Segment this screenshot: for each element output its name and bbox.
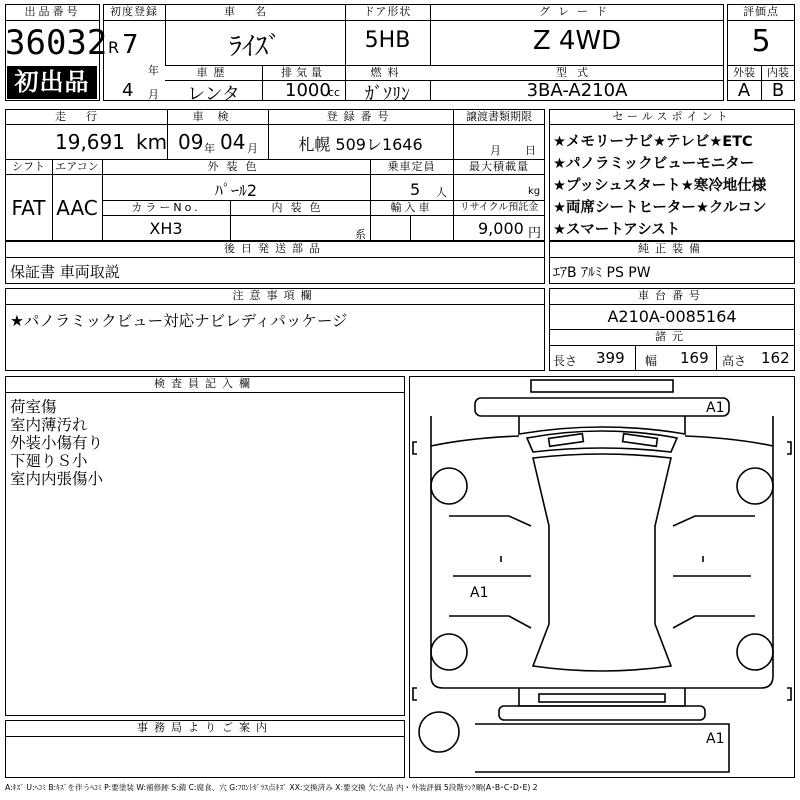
capacity-label: 乗車定員 (387, 160, 436, 173)
roof-bar-top (531, 380, 673, 392)
import-label: 輸入車 (390, 201, 433, 214)
specs-label: 諸元 (655, 330, 689, 343)
rear-bumper (499, 706, 705, 720)
load-unit: kg (528, 186, 541, 197)
sales-point-1: ★メモリーナビ★テレビ★ETC (553, 134, 753, 150)
wheel-front-right (737, 468, 773, 504)
era: R (108, 38, 120, 57)
chassis-number: A210A-0085164 (607, 307, 737, 326)
color-label: 外装色 (207, 160, 265, 173)
tailgate (519, 688, 685, 706)
reg-number-label: 登録番号 (326, 110, 395, 123)
shift-label: シフト (12, 160, 45, 173)
history-label: 車歴 (196, 66, 231, 79)
color-number: XH3 (149, 219, 183, 238)
left-door-line (449, 516, 531, 526)
ac-label: エアコン (55, 160, 99, 173)
sales-point-5: ★スマートアシスト (553, 222, 681, 238)
first-reg-label: 初度登録 (110, 5, 158, 18)
month-unit: 月 (148, 88, 159, 101)
wheel-rear-right (737, 634, 773, 670)
door-label: ドア形状 (363, 5, 412, 18)
interior-grade: B (771, 80, 785, 101)
inspector-line-1: 荷室傷 (10, 398, 57, 416)
standard-equipment: ｴｱB ｱﾙﾐ PS PW (553, 265, 651, 281)
inspector-line-2: 室内薄汚れ (10, 416, 88, 434)
first-reg-year: 7 (122, 30, 139, 60)
notes: ★パノラミックビュー対応ナビレディパッケージ (10, 312, 348, 330)
right-door-line (673, 516, 755, 526)
car-name-label: 車名 (224, 5, 286, 18)
inspection-month: 04 (220, 130, 246, 154)
right-rear-panel (673, 616, 755, 628)
sales-point-2: ★パノラミックビューモニター (553, 156, 755, 172)
displacement-label: 排気量 (281, 66, 326, 79)
damage-mark-rear: A1 (706, 731, 725, 747)
wheel-rear-left (431, 634, 467, 670)
width-label: 幅 (645, 354, 658, 368)
notes-label: 注意事項欄 (232, 289, 318, 302)
sales-points-label: セールスポイント (612, 110, 732, 123)
inspection-year-unit: 年 (204, 142, 215, 155)
score-label: 評価点 (743, 5, 779, 18)
inspector-line-4: 下廻りＳ小 (10, 452, 88, 470)
body-outline (431, 416, 773, 688)
detail-box (5, 109, 545, 241)
first-listing-badge: 初出品 (7, 66, 97, 99)
inspector-line-5: 室内内張傷小 (10, 470, 104, 488)
recycle-fee: 9,000 (478, 219, 524, 238)
mileage-label: 走行 (55, 110, 117, 123)
underbody (475, 724, 729, 772)
wheel-front-left (431, 468, 467, 504)
inspector-label: 検査員記入欄 (154, 377, 256, 390)
wiper-left (549, 434, 584, 447)
standard-equipment-label: 純正装備 (638, 242, 706, 255)
exterior-grade: A (737, 80, 751, 101)
reg-number: 札幌 509レ1646 (298, 135, 423, 154)
lot-number: 36032 (5, 23, 108, 63)
bracket-right-top (787, 442, 791, 454)
mileage: 19,691 (55, 130, 125, 154)
door-type: 5HB (364, 28, 411, 53)
exterior-color: ﾊﾟｰﾙ2 (214, 181, 258, 200)
inspector-line-3: 外装小傷有り (10, 434, 104, 452)
height-label: 高さ (722, 354, 747, 368)
transfer-day-unit: 日 (525, 144, 536, 157)
grade-label: グレード (539, 5, 615, 18)
year-unit: 年 (148, 64, 159, 77)
ac: AAC (56, 196, 98, 220)
interior-color-unit: 系 (355, 228, 366, 241)
bracket-left-top (413, 442, 417, 454)
fuel: ｶﾞｿﾘﾝ (365, 84, 410, 105)
inspection-label: 車検 (192, 110, 243, 123)
office-label: 事務局よりご案内 (137, 721, 273, 734)
inspection-year: 09 (178, 130, 204, 154)
chassis-label: 車台番号 (638, 289, 706, 302)
later-parts: 保証書 車両取説 (10, 263, 120, 281)
recycle-unit: 円 (528, 226, 542, 241)
car-diagram (409, 376, 795, 778)
spare-wheel (419, 712, 459, 752)
exterior-label: 外装 (733, 66, 755, 79)
bracket-left-bottom (413, 688, 417, 700)
later-parts-label: 後日発送部品 (224, 242, 326, 255)
history: レンタ (187, 84, 240, 105)
score: 5 (751, 24, 771, 59)
color-number-label: カラーNo. (131, 201, 201, 214)
model-label: 型式 (556, 66, 598, 79)
front-bumper (475, 398, 729, 416)
load-label: 最大積載量 (469, 160, 529, 173)
interior-color-label: 内装色 (271, 201, 329, 214)
bracket-right-bottom (787, 688, 791, 700)
wiper-right (623, 434, 658, 447)
lot-number-label: 出品番号 (24, 5, 81, 18)
length: 399 (596, 349, 625, 367)
displacement-unit: cc (328, 86, 341, 99)
car-name: ﾗｲｽﾞ (228, 32, 281, 62)
capacity-unit: 人 (436, 186, 447, 199)
sales-point-4: ★両席シートヒーター★クルコン (553, 200, 767, 216)
grade: Z 4WD (532, 26, 622, 56)
length-label: 長さ (553, 354, 578, 368)
interior-label: 内装 (767, 66, 789, 79)
rear-garnish (539, 694, 665, 702)
transfer-label: 譲渡書類期限 (466, 110, 532, 123)
damage-mark-front: A1 (706, 400, 725, 416)
roof (533, 454, 671, 671)
damage-mark-side: A1 (470, 585, 489, 601)
recycle-label: リサイクル預託金 (459, 202, 539, 213)
mileage-unit: km (136, 130, 168, 154)
left-rear-panel (449, 616, 531, 628)
width: 169 (680, 349, 709, 367)
body-top-right (685, 436, 773, 446)
fuel-label: 燃料 (370, 66, 405, 79)
sales-point-3: ★プッシュスタート★寒冷地仕様 (553, 178, 767, 194)
body-top-left (431, 436, 519, 446)
transfer-month-unit: 月 (490, 144, 501, 157)
model: 3BA-A210A (526, 80, 628, 101)
capacity: 5 (410, 180, 421, 199)
legend: A:ｷｽﾞ U:ﾍｺﾐ B:ｷｽﾞを伴うﾍｺﾐ P:要塗装 W:補修跡 S:錆 C:腐食、穴 G:ﾌﾛﾝﾄｶﾞﾗｽ点ｷｽﾞ XX:交換済み X:要交換 欠:欠品 内・外装評価 5段階ﾗﾝｸ順(A･B･C･D･E) 2 (5, 783, 538, 792)
inspection-month-unit: 月 (247, 142, 258, 155)
first-reg-month: 4 (122, 80, 134, 101)
height: 162 (761, 349, 790, 367)
displacement: 1000 (285, 80, 331, 101)
shift: FAT (11, 196, 46, 220)
